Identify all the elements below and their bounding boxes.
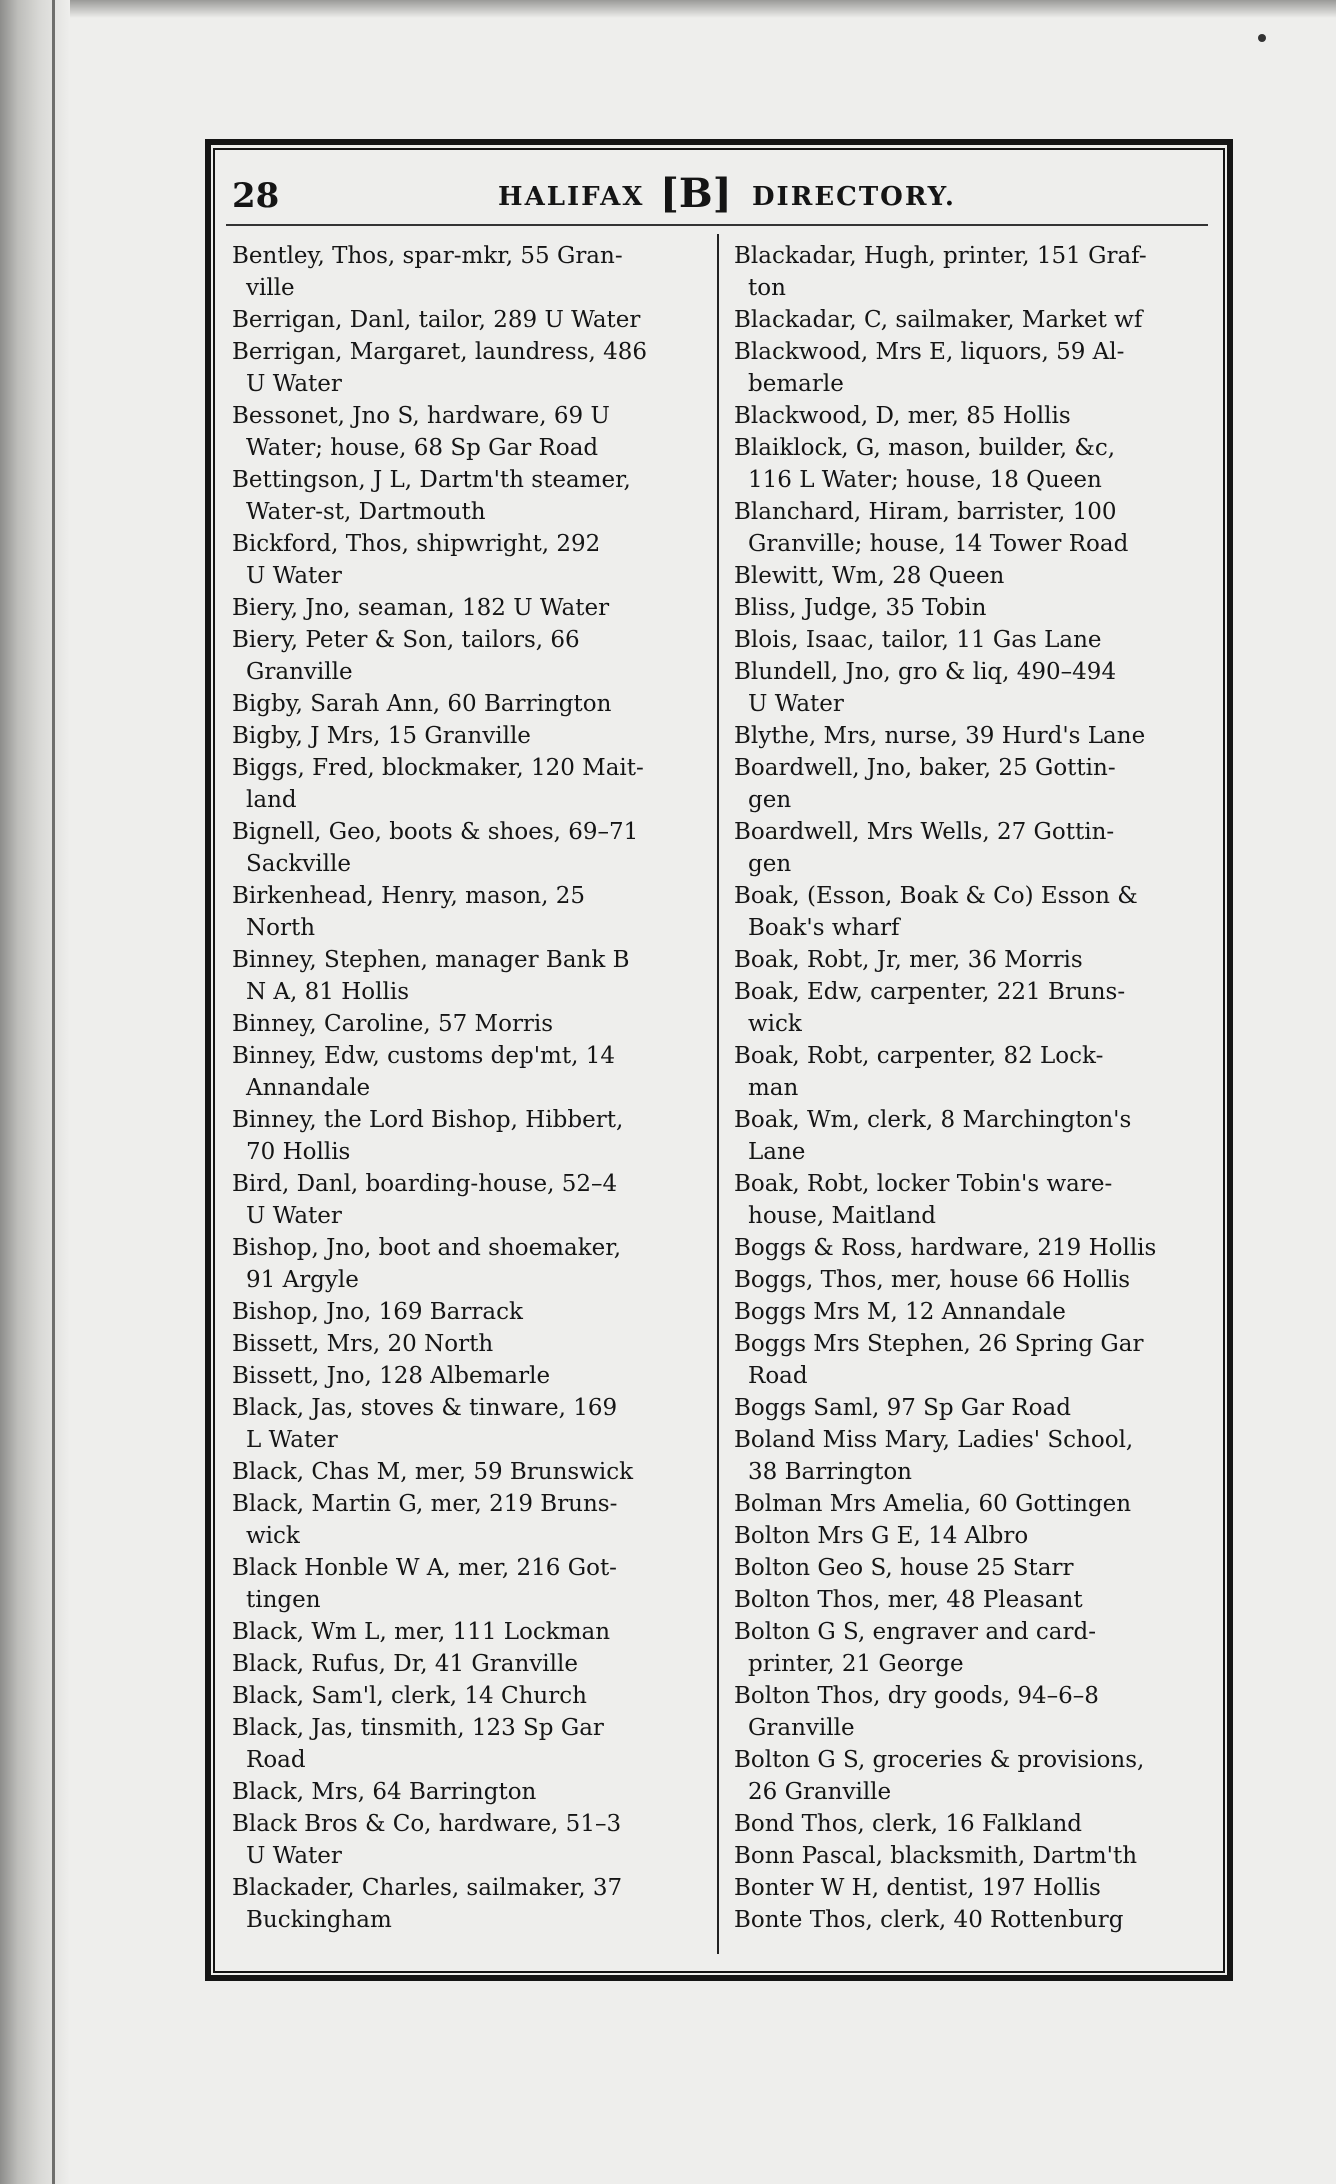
entry-continuation: N A, 81 Hollis [246,979,410,1005]
directory-entry [232,304,707,336]
entry-line: Boak, Robt, locker Tobin's ware- [734,1171,1113,1197]
entry-line: Boak, (Esson, Boak & Co) Esson & [734,883,1138,909]
header-rule [226,224,1208,226]
directory-entry [232,1808,707,1872]
directory-entry [232,1168,707,1232]
entry-line: Binney, Stephen, manager Bank B [232,947,630,973]
entry-continuation: man [748,1075,799,1101]
directory-entry [734,240,1209,304]
entry-line: Bentley, Thos, spar-mkr, 55 Gran- [232,243,623,269]
entry-line: Boak, Edw, carpenter, 221 Bruns- [734,979,1126,1005]
entry-line: Binney, Edw, customs dep'mt, 14 [232,1043,615,1069]
entry-line: Black, Jas, tinsmith, 123 Sp Gar [232,1715,604,1741]
entry-continuation: U Water [246,1203,342,1229]
entry-line: Bird, Danl, boarding-house, 52–4 [232,1171,618,1197]
entry-continuation: land [246,787,297,813]
entry-continuation: 116 L Water; house, 18 Queen [748,467,1102,493]
entry-continuation: 91 Argyle [246,1267,359,1293]
entry-line: Boak, Robt, Jr, mer, 36 Morris [734,947,1083,973]
directory-entry [232,1648,707,1680]
entry-line: Boardwell, Mrs Wells, 27 Gottin- [734,819,1115,845]
entry-line: Bonn Pascal, blacksmith, Dartm'th [734,1843,1138,1869]
directory-entry [232,720,707,752]
directory-entry [734,1424,1209,1488]
directory-entry [232,1360,707,1392]
entry-line: Bonter W H, dentist, 197 Hollis [734,1875,1101,1901]
directory-entry [734,1840,1209,1872]
directory-entry [734,976,1209,1040]
directory-entry [734,944,1209,976]
entry-line: Bonte Thos, clerk, 40 Rottenburg [734,1907,1124,1933]
entry-continuation: Sackville [246,851,351,877]
entry-line: Boggs Saml, 97 Sp Gar Road [734,1395,1071,1421]
directory-entry [232,336,707,400]
directory-entry [232,880,707,944]
entry-continuation: ville [246,275,295,301]
entry-continuation: North [246,915,316,941]
entry-line: Bissett, Mrs, 20 North [232,1331,494,1357]
entry-line: Bolton G S, engraver and card- [734,1619,1096,1645]
entry-continuation: 38 Barrington [748,1459,912,1485]
entry-line: Boak, Robt, carpenter, 82 Lock- [734,1043,1104,1069]
entry-line: Bolton Thos, dry goods, 94–6–8 [734,1683,1099,1709]
directory-entry [734,816,1209,880]
directory-entry [232,1040,707,1104]
directory-entry [232,240,707,304]
directory-entry [734,1520,1209,1552]
directory-entry [734,304,1209,336]
right-column [734,240,1209,1936]
directory-entry [232,1872,707,1936]
header-section-letter: [B] [660,170,732,217]
entry-line: Binney, the Lord Bishop, Hibbert, [232,1107,624,1133]
directory-entry [232,1776,707,1808]
directory-entry [232,944,707,1008]
entry-line: Black, Sam'l, clerk, 14 Church [232,1683,587,1709]
directory-entry [232,688,707,720]
entry-line: Black, Mrs, 64 Barrington [232,1779,537,1805]
entry-line: Berrigan, Danl, tailor, 289 U Water [232,307,641,333]
directory-entry [232,624,707,688]
entry-line: Boggs Mrs M, 12 Annandale [734,1299,1066,1325]
directory-entry [734,1328,1209,1392]
entry-line: Bishop, Jno, boot and shoemaker, [232,1235,622,1261]
entry-line: Blois, Isaac, tailor, 11 Gas Lane [734,627,1102,653]
entry-continuation: Boak's wharf [748,915,900,941]
directory-entry [734,1488,1209,1520]
directory-entry [734,1232,1209,1264]
entry-continuation: wick [246,1523,300,1549]
entry-continuation: Granville; house, 14 Tower Road [748,531,1129,557]
entry-line: Bond Thos, clerk, 16 Falkland [734,1811,1083,1837]
page-header [222,170,1214,222]
directory-entry [232,528,707,592]
entry-continuation: Granville [748,1715,855,1741]
directory-entry [232,1104,707,1168]
entry-continuation: Road [246,1747,306,1773]
directory-entry [232,1488,707,1552]
entry-line: Biery, Jno, seaman, 182 U Water [232,595,610,621]
directory-entry [734,400,1209,432]
entry-line: Biggs, Fred, blockmaker, 120 Mait- [232,755,644,781]
entry-line: Bessonet, Jno S, hardware, 69 U [232,403,610,429]
entry-line: Bliss, Judge, 35 Tobin [734,595,987,621]
directory-entry [232,1296,707,1328]
directory-entry [232,752,707,816]
entry-line: Boggs Mrs Stephen, 26 Spring Gar [734,1331,1144,1357]
directory-entry [734,1040,1209,1104]
entry-line: Boak, Wm, clerk, 8 Marchington's [734,1107,1132,1133]
entry-line: Binney, Caroline, 57 Morris [232,1011,554,1037]
directory-entry [232,592,707,624]
directory-entry [734,336,1209,400]
entry-line: Blanchard, Hiram, barrister, 100 [734,499,1117,525]
column-divider [717,234,719,1954]
directory-entry [734,720,1209,752]
entry-line: Black, Rufus, Dr, 41 Granville [232,1651,578,1677]
directory-entry [734,592,1209,624]
entry-line: Blackadar, C, sailmaker, Market wf [734,307,1143,333]
directory-entry [232,1680,707,1712]
entry-line: Biery, Peter & Son, tailors, 66 [232,627,580,653]
entry-line: Boggs & Ross, hardware, 219 Hollis [734,1235,1157,1261]
directory-entry [734,1904,1209,1936]
page-top-shadow [0,0,1336,18]
directory-entry [232,1456,707,1488]
directory-entry [232,400,707,464]
entry-line: Bigby, J Mrs, 15 Granville [232,723,531,749]
directory-entry [232,1616,707,1648]
entry-continuation: U Water [246,1843,342,1869]
entry-continuation: bemarle [748,371,844,397]
entry-continuation: U Water [246,371,342,397]
entry-line: Bettingson, J L, Dartm'th steamer, [232,467,631,493]
directory-entry [734,496,1209,560]
entry-line: Bickford, Thos, shipwright, 292 [232,531,601,557]
entry-line: Blaiklock, G, mason, builder, &c, [734,435,1116,461]
entry-line: Bishop, Jno, 169 Barrack [232,1299,523,1325]
directory-entry [734,1104,1209,1168]
directory-entry [734,1616,1209,1680]
ink-speck [1258,34,1266,42]
directory-entry [232,1392,707,1456]
directory-entry [232,1232,707,1296]
directory-entry [734,1744,1209,1808]
entry-continuation: Road [748,1363,808,1389]
entry-continuation: printer, 21 George [748,1651,964,1677]
entry-continuation: Annandale [246,1075,371,1101]
entry-line: Bolton G S, groceries & provisions, [734,1747,1145,1773]
entry-line: Blundell, Jno, gro & liq, 490–494 [734,659,1117,685]
entry-continuation: Lane [748,1139,806,1165]
entry-line: Blackwood, D, mer, 85 Hollis [734,403,1071,429]
directory-entry [734,656,1209,720]
entry-line: Birkenhead, Henry, mason, 25 [232,883,586,909]
directory-entry [734,624,1209,656]
directory-entry [232,1008,707,1040]
book-spine-shadow [0,0,70,2184]
entry-line: Black, Chas M, mer, 59 Brunswick [232,1459,634,1485]
entry-line: Bolton Thos, mer, 48 Pleasant [734,1587,1083,1613]
page-number: 28 [232,176,280,216]
entry-continuation: ton [748,275,786,301]
entry-continuation: house, Maitland [748,1203,936,1229]
entry-line: Blackadar, Hugh, printer, 151 Graf- [734,243,1147,269]
directory-entry [734,1584,1209,1616]
directory-entry [734,1392,1209,1424]
entry-line: Black, Martin G, mer, 219 Bruns- [232,1491,618,1517]
page-edge-line [52,0,55,2184]
entry-line: Bissett, Jno, 128 Albemarle [232,1363,551,1389]
directory-entry [734,1264,1209,1296]
entry-line: Boland Miss Mary, Ladies' School, [734,1427,1134,1453]
entry-line: Black, Wm L, mer, 111 Lockman [232,1619,611,1645]
entry-line: Bignell, Geo, boots & shoes, 69–71 [232,819,639,845]
entry-continuation: U Water [246,563,342,589]
entry-continuation: Water-st, Dartmouth [246,499,486,525]
directory-entry [734,1168,1209,1232]
directory-entry [232,1552,707,1616]
directory-entry [734,1552,1209,1584]
entry-line: Bolman Mrs Amelia, 60 Gottingen [734,1491,1132,1517]
entry-continuation: Water; house, 68 Sp Gar Road [246,435,599,461]
entry-continuation: gen [748,787,792,813]
entry-continuation: Granville [246,659,353,685]
entry-line: Boardwell, Jno, baker, 25 Gottin- [734,755,1116,781]
entry-line: Blackwood, Mrs E, liquors, 59 Al- [734,339,1125,365]
entry-line: Black Bros & Co, hardware, 51–3 [232,1811,622,1837]
directory-entry [734,1872,1209,1904]
entry-continuation: Buckingham [246,1907,392,1933]
directory-entry [232,1328,707,1360]
entry-continuation: L Water [246,1427,338,1453]
entry-line: Bigby, Sarah Ann, 60 Barrington [232,691,612,717]
entry-continuation: 70 Hollis [246,1139,351,1165]
directory-entry [232,1712,707,1776]
entry-line: Blackader, Charles, sailmaker, 37 [232,1875,623,1901]
header-title-right: DIRECTORY. [752,182,956,212]
directory-entry [734,1296,1209,1328]
directory-entry [734,880,1209,944]
entry-line: Blewitt, Wm, 28 Queen [734,563,1005,589]
entry-continuation: U Water [748,691,844,717]
entry-continuation: wick [748,1011,802,1037]
entry-line: Blythe, Mrs, nurse, 39 Hurd's Lane [734,723,1146,749]
entry-continuation: gen [748,851,792,877]
entry-line: Berrigan, Margaret, laundress, 486 [232,339,648,365]
entry-continuation: 26 Granville [748,1779,892,1805]
directory-entry [734,560,1209,592]
entry-line: Bolton Geo S, house 25 Starr [734,1555,1074,1581]
left-column [232,240,707,1936]
directory-entry [734,752,1209,816]
directory-entry [232,464,707,528]
entry-line: Black Honble W A, mer, 216 Got- [232,1555,617,1581]
entry-continuation: tingen [246,1587,321,1613]
directory-entry [734,1808,1209,1840]
directory-entry [734,1680,1209,1744]
entry-line: Bolton Mrs G E, 14 Albro [734,1523,1029,1549]
entry-line: Black, Jas, stoves & tinware, 169 [232,1395,618,1421]
directory-entry [232,816,707,880]
directory-entry [734,432,1209,496]
header-title-left: HALIFAX [498,182,645,212]
entry-line: Boggs, Thos, mer, house 66 Hollis [734,1267,1131,1293]
